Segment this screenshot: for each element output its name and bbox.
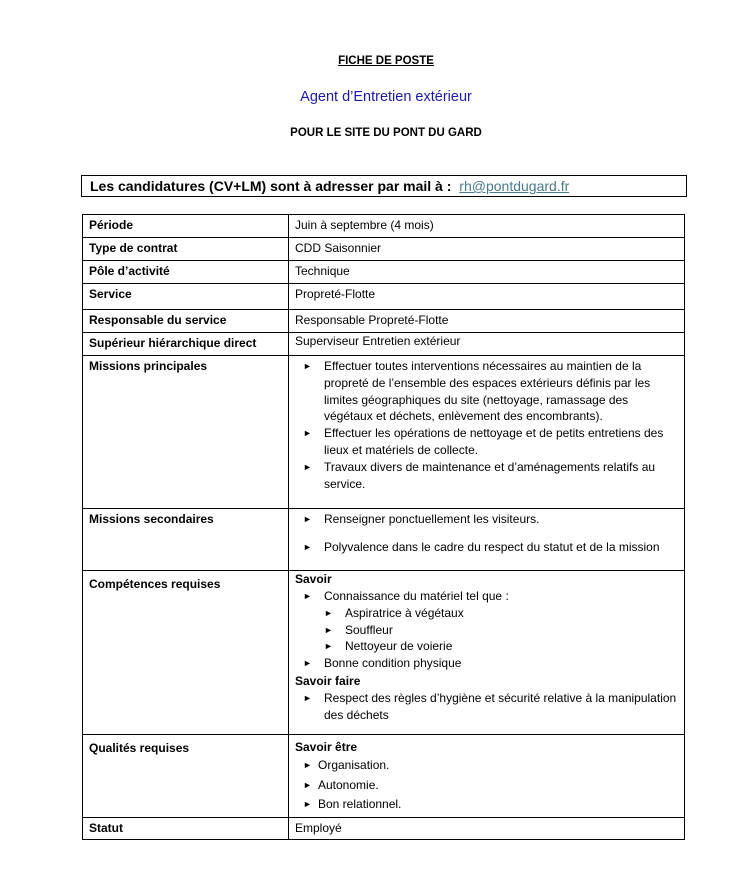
list-item: ► Effectuer les opérations de nettoyage et de petits entretiens des lieux et matériels de collecte.	[295, 425, 678, 459]
document-title: FICHE DE POSTE	[338, 55, 434, 67]
list-item: ► Effectuer toutes interventions nécessaires au maintien de la propreté de l’ensemble des espaces extérieurs définis par les limites géographiques du site (nettoyage, ramassage des végétaux et déchets, enlèvement des encombrants).	[295, 358, 678, 425]
value-statut: Employé	[289, 817, 685, 839]
list-item: ► Respect des règles d’hygiène et sécurité relative à la manipulation des déchets	[295, 690, 678, 724]
value-responsable: Responsable Propreté-Flotte	[289, 310, 685, 333]
value-service: Propreté-Flotte	[289, 284, 685, 310]
list-item: ► Aspiratrice à végétaux	[295, 605, 678, 622]
missions-principales-list	[295, 358, 678, 492]
row-statut	[83, 817, 685, 839]
label-missions-principales: Missions principales	[83, 356, 289, 509]
label-responsable: Responsable du service	[83, 310, 289, 333]
list-item: ► Polyvalence dans le cadre du respect du statut et de la mission	[295, 539, 678, 556]
row-periode	[83, 215, 685, 238]
list-item: ► Souffleur	[295, 622, 678, 639]
value-contrat: CDD Saisonnier	[289, 238, 685, 261]
label-missions-secondaires: Missions secondaires	[83, 509, 289, 571]
list-item: ► Travaux divers de maintenance et d’aménagements relatifs au service.	[295, 459, 678, 493]
savoir-faire-list	[295, 690, 678, 724]
row-contrat	[83, 238, 685, 261]
condition-list	[295, 655, 678, 672]
value-qualites	[289, 735, 685, 818]
value-superieur: Superviseur Entretien extérieur	[289, 333, 685, 356]
missions-secondaires-list	[295, 511, 678, 556]
value-missions-principales	[289, 356, 685, 509]
row-missions-secondaires	[83, 509, 685, 571]
row-responsable	[83, 310, 685, 333]
value-pole: Technique	[289, 261, 685, 284]
application-box	[81, 175, 687, 197]
list-item: ► Bonne condition physique	[295, 655, 678, 672]
row-qualites	[83, 735, 685, 818]
list-item: ► Nettoyeur de voierie	[295, 638, 678, 655]
list-item: ► Organisation.	[295, 756, 678, 776]
label-contrat: Type de contrat	[83, 238, 289, 261]
value-competences	[289, 571, 685, 735]
list-item: ► Renseigner ponctuellement les visiteurs.	[295, 511, 678, 528]
value-periode: Juin à septembre (4 mois)	[289, 215, 685, 238]
row-pole	[83, 261, 685, 284]
list-item: ► Bon relationnel.	[295, 795, 678, 815]
row-missions-principales	[83, 356, 685, 509]
connaissance-list	[295, 588, 678, 605]
job-details-table	[82, 214, 685, 840]
job-title: Agent d’Entretien extérieur	[300, 89, 472, 105]
row-competences	[83, 571, 685, 735]
site-subtitle: POUR LE SITE DU PONT DU GARD	[290, 127, 482, 139]
label-service: Service	[83, 284, 289, 310]
label-periode: Période	[83, 215, 289, 238]
label-superieur: Supérieur hiérarchique direct	[83, 333, 289, 356]
label-pole: Pôle d’activité	[83, 261, 289, 284]
label-qualites: Qualités requises	[83, 735, 289, 818]
list-item: ► Autonomie.	[295, 776, 678, 796]
value-missions-secondaires	[289, 509, 685, 571]
list-item: ► Connaissance du matériel tel que :	[295, 588, 678, 605]
row-superieur	[83, 333, 685, 356]
application-email-link[interactable]: rh@pontdugard.fr	[459, 178, 570, 194]
label-competences: Compétences requises	[83, 571, 289, 735]
row-service	[83, 284, 685, 310]
qualites-list	[295, 756, 678, 815]
application-text: Les candidatures (CV+LM) sont à adresser par mail à :	[90, 178, 452, 194]
savoir-heading: Savoir	[295, 572, 332, 586]
savoir-etre-heading: Savoir être	[295, 740, 358, 754]
savoir-faire-heading: Savoir faire	[295, 673, 361, 688]
materiel-list	[295, 605, 678, 655]
label-statut: Statut	[83, 817, 289, 839]
